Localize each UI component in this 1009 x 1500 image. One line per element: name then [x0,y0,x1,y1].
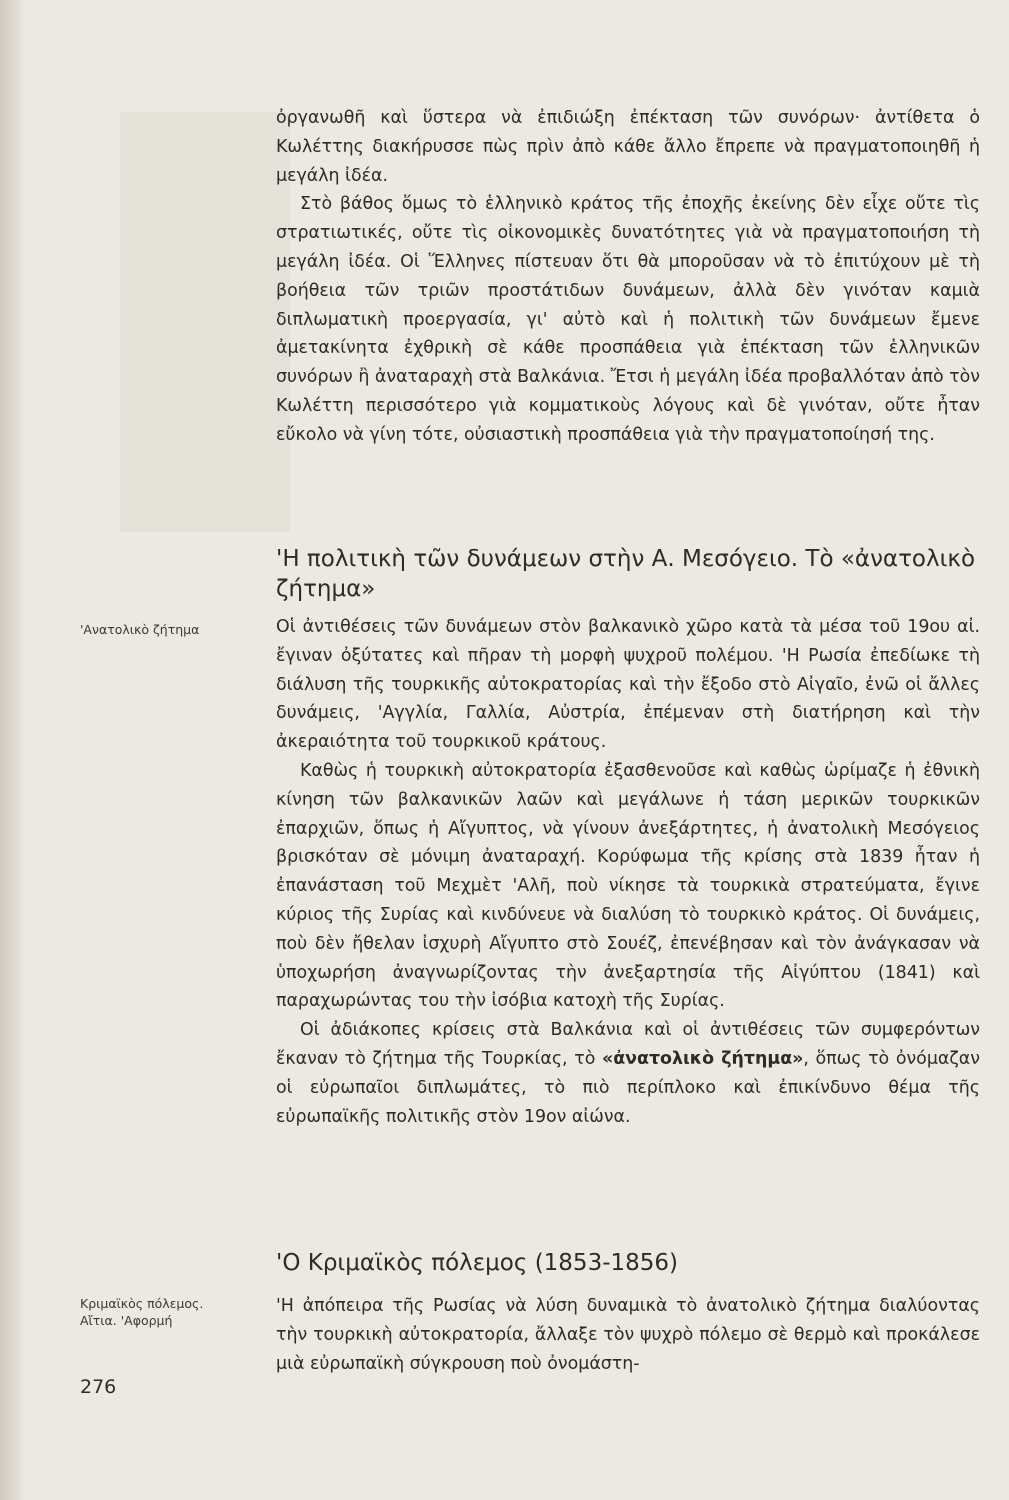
paragraph-text: , ὅπως τὸ ὀνόμαζαν οἱ εὐρωπαῖοι διπλωμάτες, τὸ πιὸ περίπλοκο καὶ ἐπικίνδυνο θέμα τῆς εὐρωπαϊκῆς πολιτικῆς στὸν 19ον αἰώνα. [276,1048,980,1127]
section-heading-eastern [276,544,980,604]
section-heading-crimean [276,1248,980,1278]
paragraph [276,1016,980,1131]
margin-note-line: Αἴτια. 'Αφορμή [80,1313,173,1328]
page-number: 276 [80,1376,117,1398]
paragraph: 'Η ἀπόπειρα τῆς Ρωσίας νὰ λύση δυναμικὰ τὸ ἀνατολικὸ ζήτημα διαλύοντας τὴν τουρκικὴ αὐτοκρατορία, ἄλλαξε τὸν ψυχρὸ πόλεμο σὲ θερμὸ καὶ προκάλεσε μιὰ εὐρωπαϊκὴ σύγκρουση ποὺ ὀνομάστη- [276,1296,980,1374]
margin-note-eastern-question [80,621,199,638]
margin-note-text: 'Ανατολικὸ ζήτημα [80,622,200,637]
text-block-intro [276,104,980,450]
paragraph: Καθὼς ἡ τουρκικὴ αὐτοκρατορία ἐξασθενοῦσε καὶ καθὼς ὡρίμαζε ἡ ἐθνικὴ κίνηση τῶν βαλκανικῶν λαῶν καὶ μεγάλωνε ἡ τάση μερικῶν τουρκικῶν ἐπαρχιῶν, ὅπως ἡ Αἴγυπτος, νὰ γίνουν ἀνεξάρτητες, ἡ ἀνατολικὴ Μεσόγειος βρισκόταν σὲ μόνιμη ἀναταραχή. Κορύφωμα τῆς κρίσης στὰ 1839 ἦταν ἡ ἐπανάσταση τοῦ Μεχμὲτ 'Αλῆ, ποὺ νίκησε τὰ τουρκικὰ στρατεύματα, ἔγινε κύριος τῆς Συρίας καὶ κινδύνευε νὰ διαλύση τὸ τουρκικὸ κράτος. Οἱ δυνάμεις, ποὺ δὲν ἤθελαν ἰσχυρὴ Αἴγυπτο στὸ Σουέζ, ἐπενέβησαν καὶ τὸν ἀνάγκασαν νὰ ὑποχωρήση ἀναγνωρίζοντας τὴν ἀνεξαρτησία τῆς Αἰγύπτου (1841) καὶ παραχωρώντας του τὴν ἰσόβια κατοχὴ τῆς Συρίας. [276,760,980,1012]
margin-note-line: Κριμαϊκὸς πόλεμος. [80,1296,204,1311]
section-heading: 'Ο Κριμαϊκὸς πόλεμος (1853-1856) [276,1250,679,1276]
paragraph: Στὸ βάθος ὅμως τὸ ἑλληνικὸ κράτος τῆς ἐποχῆς ἐκείνης δὲν εἶχε οὔτε τὶς στρατιωτικές, οὔτε τὶς οἰκονομικὲς δυνατότητες γιὰ νὰ πραγματοποιήση τὴ μεγάλη ἰδέα. Οἱ Ἕλληνες πίστευαν ὅτι θὰ μποροῦσαν νὰ τὸ ἐπιτύχουν μὲ τὴ βοήθεια τῶν τριῶν προστάτιδων δυνάμεων, ἀλλὰ δὲν γινόταν καμιὰ διπλωματικὴ προεργασία, γι' αὐτὸ καὶ ἡ πολιτικὴ τῶν δυνάμεων ἔμενε ἀμετακίνητα ἐχθρικὴ σὲ κάθε προσπάθεια γιὰ ἐπέκταση τῶν ἑλληνικῶν συνόρων ἢ ἀναταραχὴ στὰ Βαλκάνια. Ἔτσι ἡ μεγάλη ἰδέα προβαλλόταν ἀπὸ τὸν Κωλέττη περισσότερο γιὰ κομματικοὺς λόγους καὶ δὲ γινόταν, οὔτε ἦταν εὔκολο νὰ γίνη τότε, οὐσιαστικὴ προσπάθεια γιὰ τὴν πραγματοποίησή της. [276,194,980,445]
text-block-eastern [276,613,980,1131]
page-fold-shadow [0,0,26,1500]
margin-note-crimean-war [80,1295,203,1329]
text-block-crimean [276,1292,980,1378]
section-heading: 'Η πολιτικὴ τῶν δυνάμεων στὴν Α. Μεσόγειο. Τὸ «ἀνατολικὸ ζήτημα» [276,546,976,602]
paragraph: ὀργανωθῆ καὶ ὕστερα νὰ ἐπιδιώξη ἐπέκταση τῶν συνόρων· ἀντίθετα ὁ Κωλέττης διακήρυσσε πὼς πρὶν ἀπὸ κάθε ἄλλο ἔπρεπε νὰ πραγματοποιηθῆ ἡ μεγάλη ἰδέα. [276,108,980,186]
bleed-through-image [120,112,290,532]
paragraph-text: Οἱ ἀδιάκοπες κρίσεις στὰ Βαλκάνια καὶ οἱ ἀντιθέσεις τῶν συμφερόντων ἔκαναν τὸ ζήτημα τῆς Τουρκίας, τὸ [276,1020,980,1069]
bold-term: «ἀνατολικὸ ζήτημα» [601,1048,804,1069]
paragraph: Οἱ ἀντιθέσεις τῶν δυνάμεων στὸν βαλκανικὸ χῶρο κατὰ τὰ μέσα τοῦ 19ου αἰ. ἔγιναν ὀξύτατες καὶ πῆραν τὴ μορφὴ ψυχροῦ πολέμου. 'Η Ρωσία ἐπεδίωκε τὴ διάλυση τῆς τουρκικῆς αὐτοκρατορίας καὶ τὴν ἔξοδο στὸ Αἰγαῖο, ἐνῶ οἱ ἄλλες δυνάμεις, 'Αγγλία, Γαλλία, Αὐστρία, ἐπέμεναν στὴ διατήρηση καὶ τὴν ἀκεραιότητα τοῦ τουρκικοῦ κράτους. [276,617,980,753]
